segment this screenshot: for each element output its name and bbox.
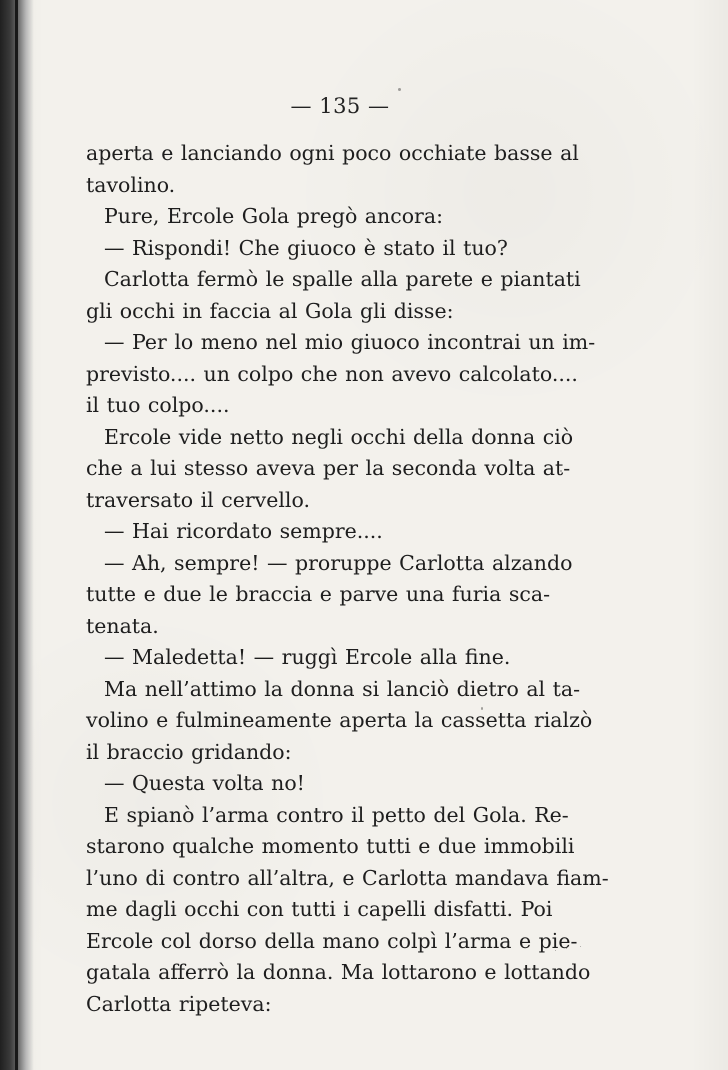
text-line: me dagli occhi con tutti i capelli disfatti. Poi (86, 897, 553, 921)
text-line: — Ah, sempre! — proruppe Carlotta alzando (104, 550, 573, 575)
paper-speck (398, 88, 401, 91)
text-line: Ma nell’attimo la donna si lanciò dietro al ta- (104, 676, 581, 701)
text-line: tavolino. (86, 172, 176, 197)
text-line: aperta e lanciando ogni poco occhiate basse al (86, 141, 579, 165)
text-line: Pure, Ercole Gola pregò ancora: (104, 204, 443, 228)
text-line: — Per lo meno nel mio giuoco incontrai un im- (104, 330, 596, 354)
text-line: l’uno di contro all’altra, e Carlotta mandava fiam- (86, 865, 609, 890)
text-line: Ercole col dorso della mano colpì l’arma e pie- (86, 928, 578, 953)
text-line: traversato il cervello. (86, 487, 310, 512)
text-line: Ercole vide netto negli occhi della donna ciò (104, 424, 574, 449)
text-line: Carlotta fermò le spalle alla parete e piantati (104, 267, 581, 291)
page-number: — 135 — (290, 94, 390, 118)
text-line: il braccio gridando: (86, 739, 292, 764)
text-line: previsto.... un colpo che non avevo calcolato.... (86, 361, 578, 386)
text-line: — Rispondi! Che giuoco è stato il tuo? (104, 235, 508, 260)
text-line: gatala afferrò la donna. Ma lottarono e lottando (86, 960, 591, 984)
text-line: tutte e due le braccia e parve una furia sca- (86, 582, 550, 606)
text-line: — Hai ricordato sempre.... (104, 519, 383, 543)
text-line: il tuo colpo.... (86, 393, 230, 417)
text-line: — Questa volta no! (104, 771, 305, 795)
body-text (86, 138, 609, 1020)
text-line: Carlotta ripeteva: (86, 991, 272, 1016)
text-line: che a lui stesso aveva per la seconda volta at- (86, 456, 571, 480)
text-line: E spianò l’arma contro il petto del Gola. Re- (104, 802, 569, 827)
text-line: gli occhi in faccia al Gola gli disse: (86, 298, 454, 323)
text-line: volino e fulmineamente aperta la cassetta rialzò (86, 708, 593, 732)
text-line: — Maledetta! — ruggì Ercole alla fine. (104, 645, 511, 669)
text-line: tenata. (86, 613, 159, 638)
page-binding-line (15, 0, 18, 1070)
text-line: starono qualche momento tutti e due immobili (86, 834, 575, 858)
